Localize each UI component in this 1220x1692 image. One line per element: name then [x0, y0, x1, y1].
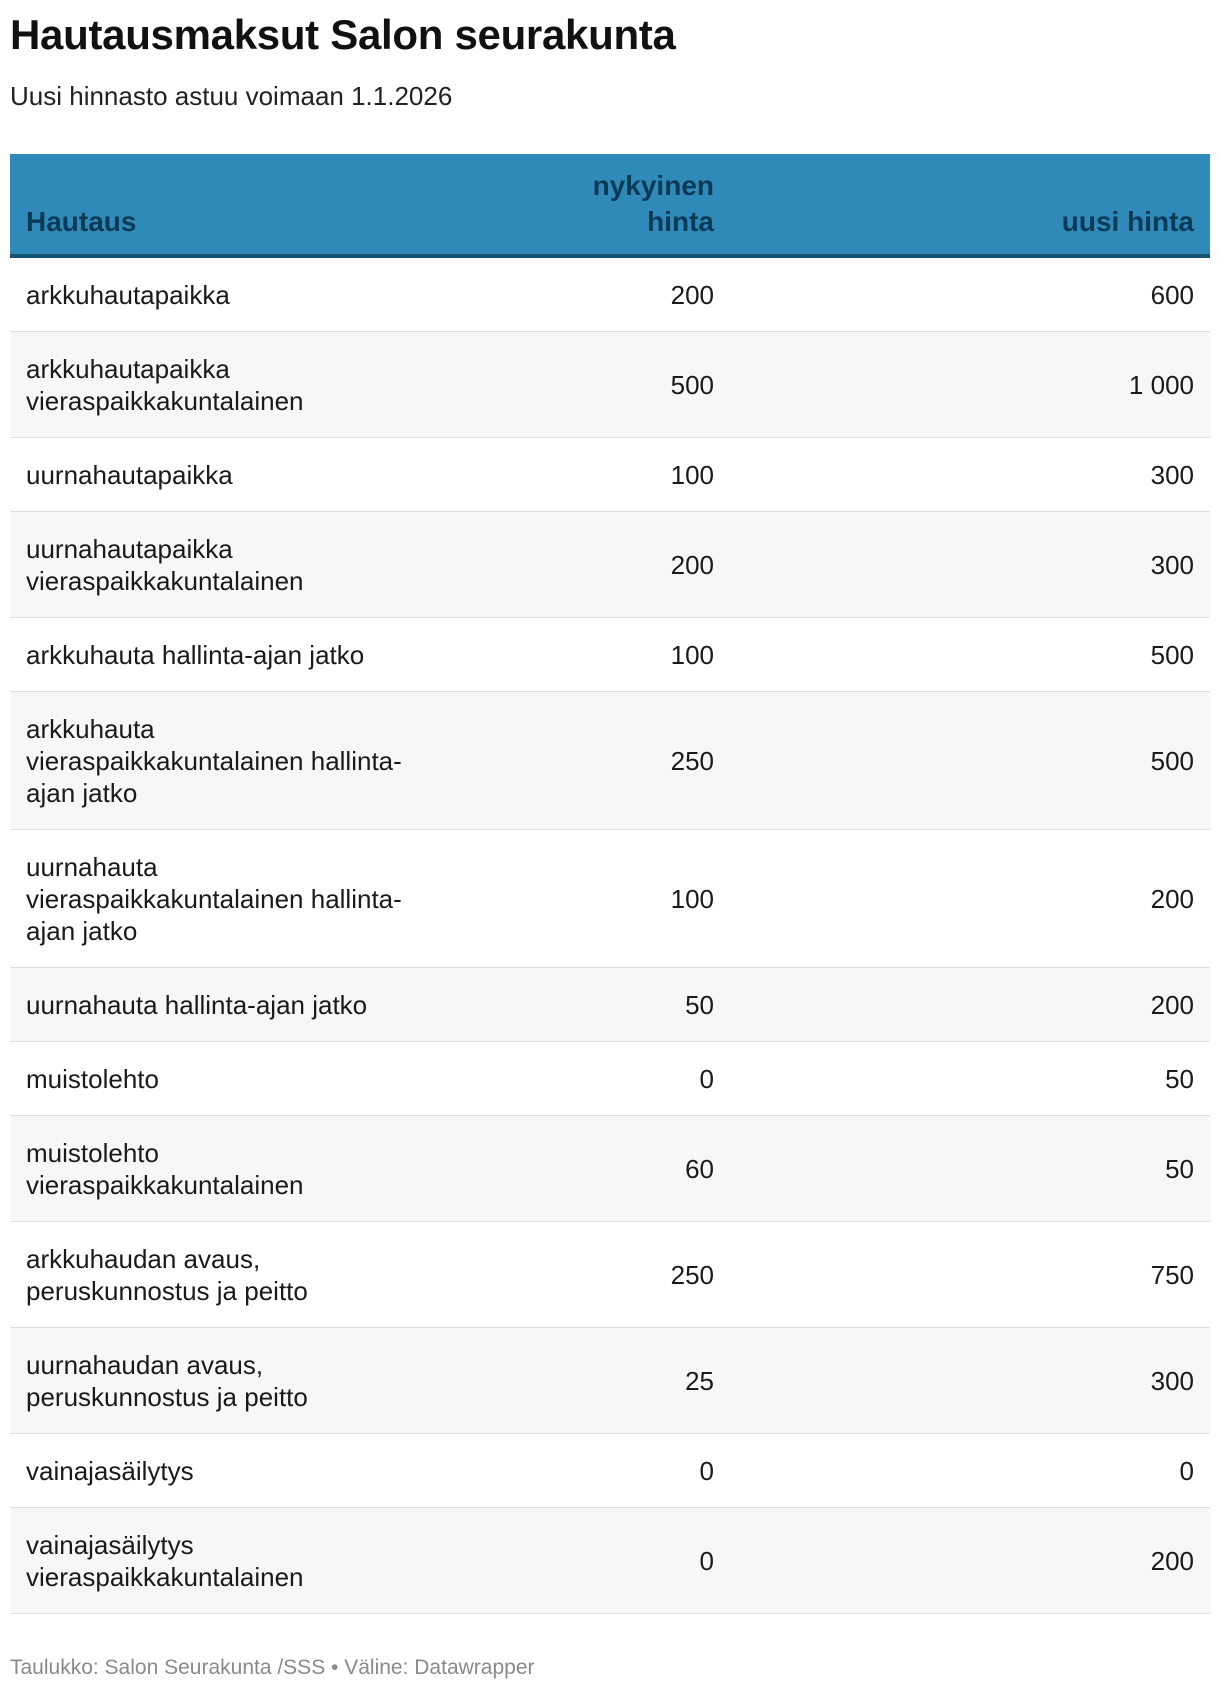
cell-uusi-hinta: 50 — [1165, 1153, 1194, 1184]
header-hautaus-line: Hautaus — [26, 206, 137, 237]
table-row — [10, 968, 1210, 1042]
cell-hautaus — [26, 1529, 446, 1593]
cell-hautaus-line: muistolehto — [26, 1063, 159, 1094]
price-table — [10, 154, 1210, 1614]
cell-nykyinen-hinta: 250 — [670, 1259, 714, 1290]
cell-uusi-hinta: 500 — [1150, 639, 1194, 670]
cell-nykyinen-hinta: 50 — [685, 989, 714, 1020]
table-row — [10, 438, 1210, 512]
table-header — [10, 154, 1210, 258]
cell-hautaus-line: vieraspaikkakuntalainen — [26, 385, 304, 416]
table-row — [10, 512, 1210, 618]
table-row — [10, 1328, 1210, 1434]
cell-nykyinen-hinta: 60 — [685, 1153, 714, 1184]
table-row — [10, 258, 1210, 332]
table-row — [10, 830, 1210, 968]
header-nykyinen-line-1: nykyinen — [592, 170, 714, 201]
cell-hautaus — [26, 989, 446, 1021]
cell-hautaus — [26, 1243, 446, 1307]
cell-hautaus — [26, 279, 446, 311]
cell-hautaus-line: arkkuhautapaikka — [26, 279, 230, 310]
cell-hautaus — [26, 1349, 446, 1413]
table-row — [10, 1222, 1210, 1328]
cell-uusi-hinta: 200 — [1150, 989, 1194, 1020]
cell-uusi-hinta: 50 — [1165, 1063, 1194, 1094]
table-row — [10, 1116, 1210, 1222]
cell-nykyinen-hinta: 25 — [685, 1365, 714, 1396]
cell-hautaus — [26, 639, 446, 671]
cell-uusi-hinta: 300 — [1150, 549, 1194, 580]
cell-hautaus — [26, 459, 446, 491]
cell-hautaus — [26, 713, 446, 809]
chart-subtitle: Uusi hinnasto astuu voimaan 1.1.2026 — [10, 81, 453, 111]
cell-uusi-hinta: 0 — [1179, 1455, 1194, 1486]
cell-hautaus-line: vieraspaikkakuntalainen — [26, 1561, 304, 1592]
cell-hautaus-line: muistolehto — [26, 1137, 159, 1168]
cell-nykyinen-hinta: 0 — [699, 1063, 714, 1094]
chart-title: Hautausmaksut Salon seurakunta — [10, 11, 676, 58]
header-nykyinen-hinta[interactable] — [593, 168, 714, 240]
cell-hautaus-line: vainajasäilytys — [26, 1455, 194, 1486]
cell-hautaus — [26, 353, 446, 417]
cell-uusi-hinta: 200 — [1150, 1545, 1194, 1576]
cell-hautaus-line: peruskunnostus ja peitto — [26, 1381, 308, 1412]
cell-hautaus-line: ajan jatko — [26, 915, 138, 946]
cell-hautaus-line: ajan jatko — [26, 777, 138, 808]
cell-hautaus-line: arkkuhaudan avaus, — [26, 1243, 261, 1274]
cell-nykyinen-hinta: 0 — [699, 1455, 714, 1486]
cell-hautaus-line: uurnahaudan avaus, — [26, 1349, 264, 1380]
cell-hautaus-line: arkkuhauta hallinta-ajan jatko — [26, 639, 365, 670]
header-nykyinen-line-2: hinta — [647, 206, 714, 237]
cell-hautaus-line: vieraspaikkakuntalainen — [26, 565, 304, 596]
cell-uusi-hinta: 200 — [1150, 883, 1194, 914]
table-row — [10, 1434, 1210, 1508]
cell-nykyinen-hinta: 500 — [670, 369, 714, 400]
cell-hautaus — [26, 1455, 446, 1487]
cell-hautaus-line: arkkuhauta — [26, 713, 155, 744]
header-uusi-hinta[interactable] — [1062, 204, 1194, 240]
source-footer: Taulukko: Salon Seurakunta /SSS • Väline: Datawrapper — [10, 1656, 535, 1679]
table-body — [10, 258, 1210, 1614]
table-row — [10, 618, 1210, 692]
cell-hautaus-line: vieraspaikkakuntalainen hallinta- — [26, 745, 402, 776]
cell-uusi-hinta: 750 — [1150, 1259, 1194, 1290]
cell-hautaus-line: vainajasäilytys — [26, 1529, 194, 1560]
cell-uusi-hinta: 500 — [1150, 745, 1194, 776]
cell-uusi-hinta: 600 — [1150, 279, 1194, 310]
table-row — [10, 692, 1210, 830]
table-row — [10, 332, 1210, 438]
cell-hautaus — [26, 1063, 446, 1095]
cell-hautaus-line: vieraspaikkakuntalainen — [26, 1169, 304, 1200]
cell-uusi-hinta: 1 000 — [1128, 369, 1194, 400]
cell-hautaus-line: uurnahauta — [26, 851, 158, 882]
cell-uusi-hinta: 300 — [1150, 459, 1194, 490]
cell-nykyinen-hinta: 100 — [670, 639, 714, 670]
cell-nykyinen-hinta: 200 — [670, 549, 714, 580]
cell-nykyinen-hinta: 0 — [699, 1545, 714, 1576]
cell-uusi-hinta: 300 — [1150, 1365, 1194, 1396]
table-row — [10, 1042, 1210, 1116]
cell-hautaus-line: uurnahauta hallinta-ajan jatko — [26, 989, 368, 1020]
cell-hautaus-line: peruskunnostus ja peitto — [26, 1275, 308, 1306]
cell-nykyinen-hinta: 100 — [670, 883, 714, 914]
cell-hautaus-line: uurnahautapaikka — [26, 459, 233, 490]
cell-nykyinen-hinta: 250 — [670, 745, 714, 776]
cell-nykyinen-hinta: 100 — [670, 459, 714, 490]
cell-hautaus — [26, 533, 446, 597]
cell-hautaus-line: uurnahautapaikka — [26, 533, 233, 564]
cell-hautaus-line: vieraspaikkakuntalainen hallinta- — [26, 883, 402, 914]
cell-hautaus — [26, 851, 446, 947]
cell-hautaus — [26, 1137, 446, 1201]
header-uusi-line: uusi hinta — [1061, 206, 1194, 237]
cell-nykyinen-hinta: 200 — [670, 279, 714, 310]
table-row — [10, 1508, 1210, 1614]
cell-hautaus-line: arkkuhautapaikka — [26, 353, 230, 384]
header-hautaus[interactable] — [26, 204, 136, 240]
